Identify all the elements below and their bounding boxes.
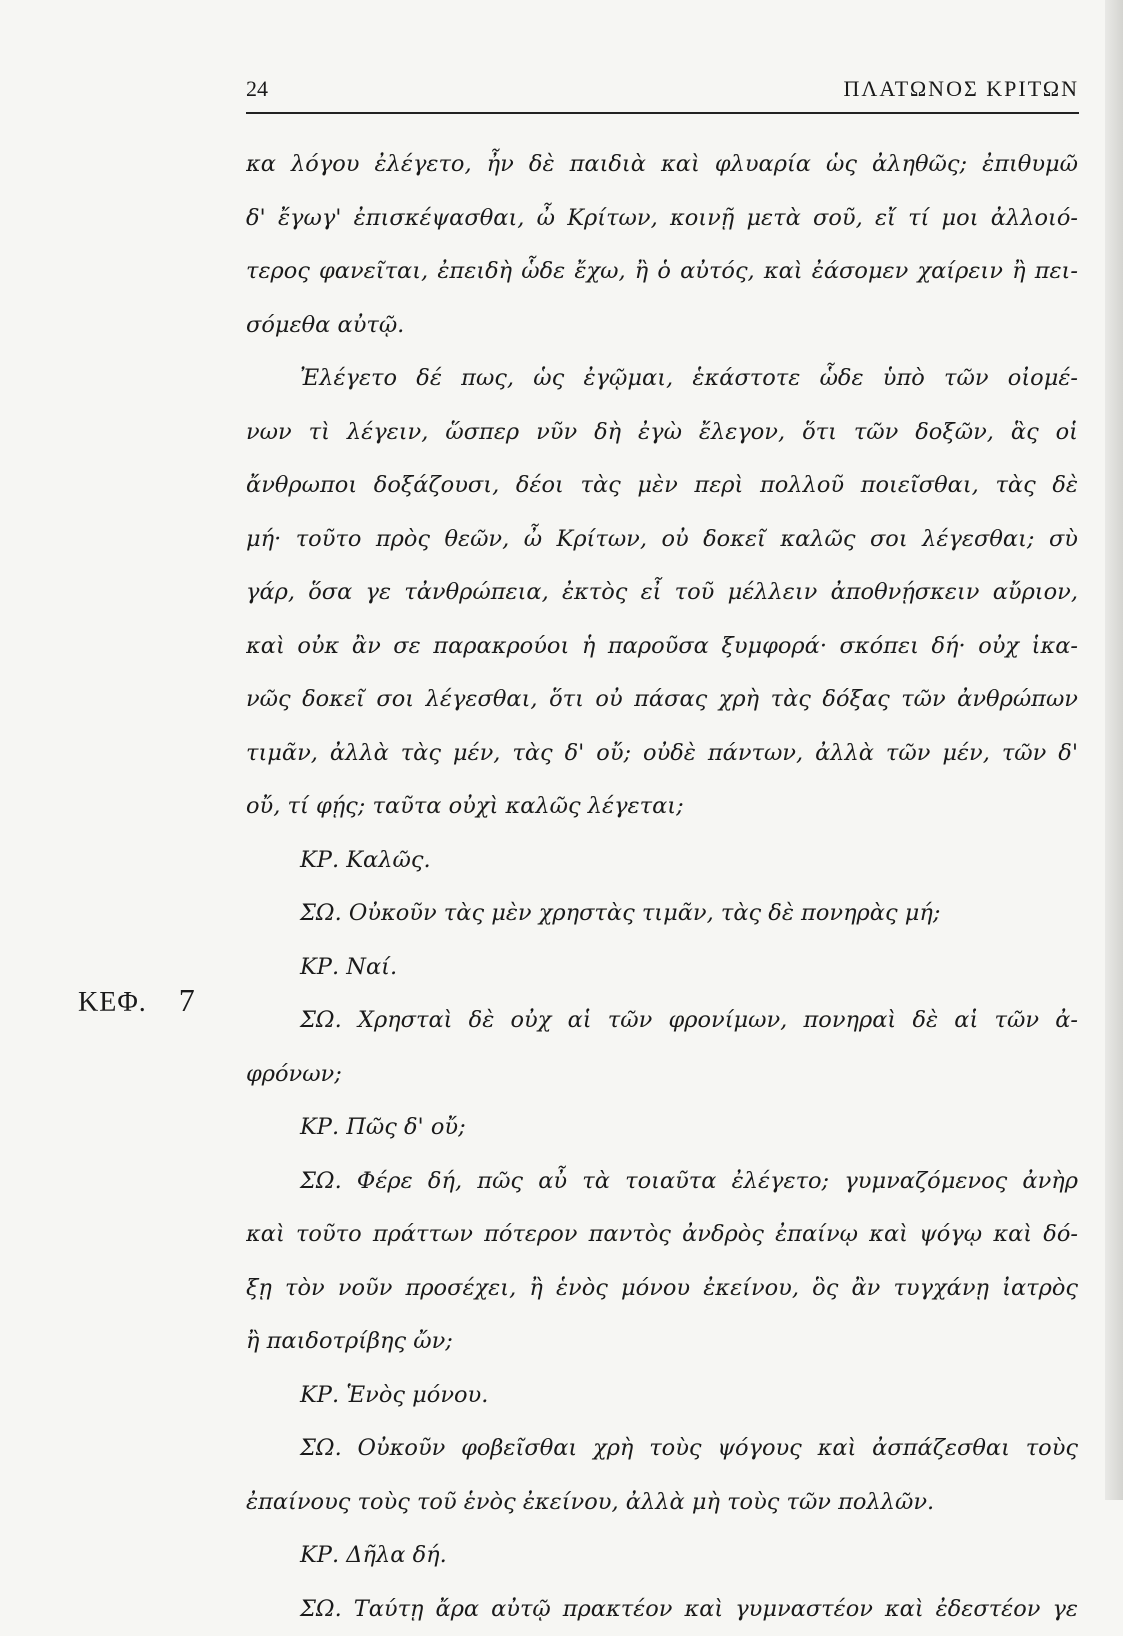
speaker-line: ΚΡ. Ἑνὸς μόνου. [246, 1369, 1078, 1423]
body-text [246, 138, 1078, 1636]
text-line: κα λόγου ἐλέγετο, ἦν δὲ παιδιὰ καὶ φλυαρία ὡς ἀληθῶς; ἐπιθυμῶ [246, 138, 1078, 192]
text-line: νῶς δοκεῖ σοι λέγεσθαι, ὅτι οὐ πάσας χρὴ τὰς δόξας τῶν ἀνθρώπων [246, 673, 1078, 727]
text-line: ἄνθρωποι δοξάζουσι, δέοι τὰς μὲν περὶ πολλοῦ ποιεῖσθαι, τὰς δὲ [246, 459, 1078, 513]
text-line: γάρ, ὅσα γε τἀνθρώπεια, ἐκτὸς εἶ τοῦ μέλλειν ἀποθνῄσκειν αὔριον, [246, 566, 1078, 620]
text-line: δ' ἔγωγ' ἐπισκέψασθαι, ὦ Κρίτων, κοινῇ μετὰ σοῦ, εἴ τί μοι ἀλλοιό- [246, 192, 1078, 246]
speaker-line: ΚΡ. Ναί. [246, 941, 1078, 995]
speaker-line: ΚΡ. Δῆλα δή. [246, 1529, 1078, 1583]
speaker-line: ΚΡ. Καλῶς. [246, 834, 1078, 888]
chapter-marker [78, 982, 196, 1019]
text-line: καὶ οὐκ ἂν σε παρακρούοι ἡ παροῦσα ξυμφορά· σκόπει δή· οὐχ ἱκα- [246, 620, 1078, 674]
text-line: νων τὶ λέγειν, ὥσπερ νῦν δὴ ἐγὼ ἔλεγον, ὅτι τῶν δοξῶν, ἃς οἱ [246, 406, 1078, 460]
text-line: Ἐλέγετο δέ πως, ὡς ἐγῷμαι, ἑκάστοτε ὧδε ὑπὸ τῶν οἰομέ- [246, 352, 1078, 406]
text-line: ἐπαίνους τοὺς τοῦ ἑνὸς ἐκείνου, ἀλλὰ μὴ τοὺς τῶν πολλῶν. [246, 1476, 1078, 1530]
speaker-line: ΣΩ. Οὐκοῦν φοβεῖσθαι χρὴ τοὺς ψόγους καὶ ἀσπάζεσθαι τοὺς [246, 1422, 1078, 1476]
page-number: 24 [246, 76, 268, 102]
chapter-number: 7 [179, 982, 196, 1018]
speaker-line: ΚΡ. Πῶς δ' οὔ; [246, 1101, 1078, 1155]
chapter-label: ΚΕΦ. [78, 987, 147, 1018]
text-line: φρόνων; [246, 1048, 1078, 1102]
text-line: ξῃ τὸν νοῦν προσέχει, ἢ ἑνὸς μόνου ἐκείνου, ὃς ἂν τυγχάνῃ ἰατρὸς [246, 1262, 1078, 1316]
text-line: τιμᾶν, ἀλλὰ τὰς μέν, τὰς δ' οὔ; οὐδὲ πάντων, ἀλλὰ τῶν μέν, τῶν δ' [246, 727, 1078, 781]
text-line: σόμεθα αὐτῷ. [246, 299, 1078, 353]
text-line: μή· τοῦτο πρὸς θεῶν, ὦ Κρίτων, οὐ δοκεῖ καλῶς σοι λέγεσθαι; σὺ [246, 513, 1078, 567]
text-line: καὶ τοῦτο πράττων πότερον παντὸς ἀνδρὸς ἐπαίνῳ καὶ ψόγῳ καὶ δό- [246, 1208, 1078, 1262]
text-line: τερος φανεῖται, ἐπειδὴ ὧδε ἔχω, ἢ ὁ αὐτός, καὶ ἐάσομεν χαίρειν ἢ πει- [246, 245, 1078, 299]
text-line: ἢ παιδοτρίβης ὤν; [246, 1315, 1078, 1369]
text-line: οὔ, τί φῄς; ταῦτα οὐχὶ καλῶς λέγεται; [246, 780, 1078, 834]
header-rule [246, 112, 1079, 114]
page-edge-shadow [1105, 0, 1123, 1500]
speaker-line: ΣΩ. Οὐκοῦν τὰς μὲν χρηστὰς τιμᾶν, τὰς δὲ πονηρὰς μή; [246, 887, 1078, 941]
speaker-line: ΣΩ. Ταύτῃ ἄρα αὐτῷ πρακτέον καὶ γυμναστέον καὶ ἐδεστέον γε [246, 1583, 1078, 1636]
page-header [246, 74, 1079, 114]
speaker-line: ΣΩ. Φέρε δή, πῶς αὖ τὰ τοιαῦτα ἐλέγετο; γυμναζόμενος ἀνὴρ [246, 1155, 1078, 1209]
running-title: ΠΛΑΤΩΝΟΣ ΚΡΙΤΩΝ [843, 76, 1079, 102]
speaker-line: ΣΩ. Χρησταὶ δὲ οὐχ αἱ τῶν φρονίμων, πονηραὶ δὲ αἱ τῶν ἀ- [246, 994, 1078, 1048]
